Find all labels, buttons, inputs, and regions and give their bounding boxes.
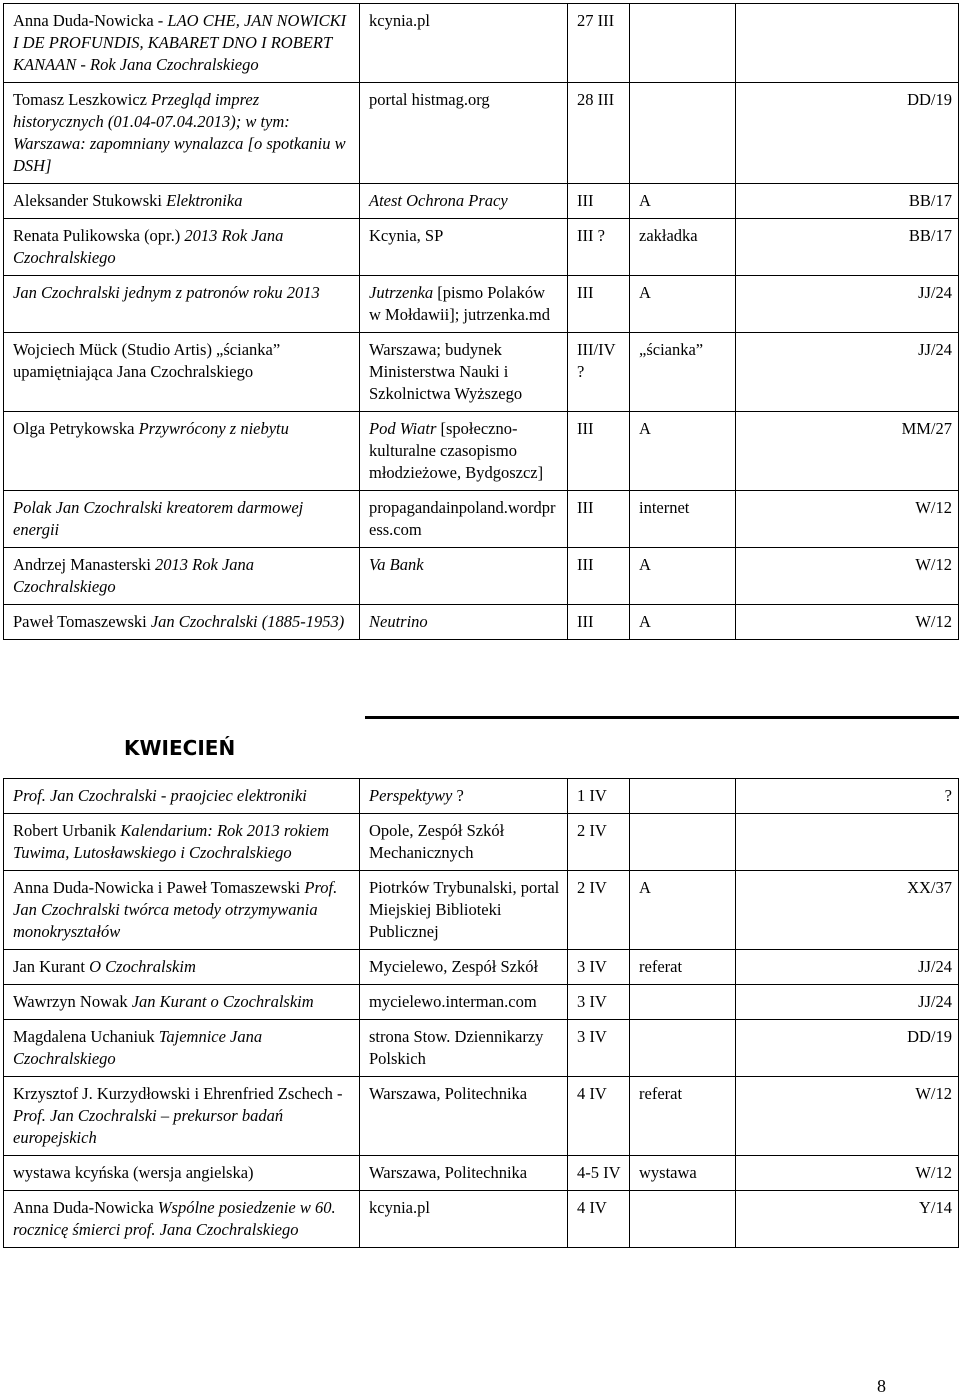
type-cell: [630, 779, 736, 814]
cell-title: O Czochralskim: [89, 957, 196, 976]
april-table: [3, 778, 959, 1248]
code-cell: MM/27: [736, 412, 959, 491]
cell-title: Przywrócony z niebytu: [138, 419, 289, 438]
cell-text: Olga Petrykowska: [13, 419, 139, 438]
date-cell: III: [568, 491, 630, 548]
author-title-cell: [4, 548, 360, 605]
cell-text: Robert Urbanik: [13, 821, 121, 840]
code-cell: BB/17: [736, 184, 959, 219]
author-title-cell: [4, 276, 360, 333]
date-cell: 4 IV: [568, 1077, 630, 1156]
author-title-cell: [4, 605, 360, 640]
cell-text: Andrzej Manasterski: [13, 555, 156, 574]
cell-text: Renata Pulikowska (opr.): [13, 226, 185, 245]
section-divider: [365, 716, 959, 719]
table-row: [4, 1156, 959, 1191]
author-title-cell: [4, 871, 360, 950]
table-row: [4, 985, 959, 1020]
type-cell: internet: [630, 491, 736, 548]
code-cell: W/12: [736, 548, 959, 605]
publication-cell: Piotrków Trybunalski, portal Miejskiej Biblioteki Publicznej: [360, 871, 568, 950]
publication-cell: [360, 548, 568, 605]
publication-cell: Kcynia, SP: [360, 219, 568, 276]
table-row: [4, 605, 959, 640]
cell-title: Perspektywy: [369, 786, 453, 805]
cell-text: Aleksander Stukowski: [13, 191, 167, 210]
code-cell: W/12: [736, 1077, 959, 1156]
author-title-cell: [4, 333, 360, 412]
cell-title: Elektronika: [166, 191, 243, 210]
date-cell: 27 III: [568, 4, 630, 83]
type-cell: [630, 814, 736, 871]
cell-text: Tomasz Leszkowicz: [13, 90, 152, 109]
type-cell: [630, 1020, 736, 1077]
cell-text: Jan Kurant: [13, 957, 90, 976]
table-row: [4, 333, 959, 412]
cell-title: Prof. Jan Czochralski - praojciec elektroniki: [13, 786, 307, 805]
author-title-cell: [4, 814, 360, 871]
type-cell: A: [630, 871, 736, 950]
type-cell: referat: [630, 950, 736, 985]
date-cell: 1 IV: [568, 779, 630, 814]
cell-text: Anna Duda-Nowicka -: [13, 11, 168, 30]
cell-title: 2013 Rok Jana Czochralskiego: [13, 555, 255, 596]
publication-cell: portal histmag.org: [360, 83, 568, 184]
type-cell: A: [630, 276, 736, 333]
date-cell: 4 IV: [568, 1191, 630, 1248]
cell-title: Neutrino: [369, 612, 428, 631]
table-row: [4, 83, 959, 184]
code-cell: BB/17: [736, 219, 959, 276]
cell-title: Tajemnice Jana Czochralskiego: [13, 1027, 263, 1068]
cell-text: [pismo Polaków w Mołdawii]; jutrzenka.md: [369, 283, 551, 324]
author-title-cell: [4, 491, 360, 548]
author-title-cell: [4, 4, 360, 83]
author-title-cell: [4, 779, 360, 814]
cell-text: [społeczno-kulturalne czasopismo młodzieżowe, Bydgoszcz]: [369, 419, 544, 482]
code-cell: ?: [736, 779, 959, 814]
table-row: [4, 276, 959, 333]
author-title-cell: [4, 1020, 360, 1077]
cell-text: Anna Duda-Nowicka i Paweł Tomaszewski: [13, 878, 305, 897]
publication-cell: [360, 412, 568, 491]
table-row: [4, 871, 959, 950]
table-row: [4, 1191, 959, 1248]
type-cell: zakładka: [630, 219, 736, 276]
table-row: [4, 4, 959, 83]
cell-title: Jan Czochralski (1885-1953): [150, 612, 345, 631]
author-title-cell: [4, 219, 360, 276]
type-cell: A: [630, 184, 736, 219]
code-cell: JJ/24: [736, 276, 959, 333]
cell-text: Paweł Tomaszewski: [13, 612, 151, 631]
type-cell: „ścianka”: [630, 333, 736, 412]
code-cell: DD/19: [736, 83, 959, 184]
cell-text: Magdalena Uchaniuk: [13, 1027, 159, 1046]
month-heading: KWIECIEŃ: [124, 736, 236, 760]
author-title-cell: [4, 985, 360, 1020]
publication-cell: propagandainpoland.wordpress.com: [360, 491, 568, 548]
cell-text: wystawa kcyńska (wersja angielska): [13, 1163, 254, 1182]
code-cell: [736, 814, 959, 871]
table-row: [4, 814, 959, 871]
author-title-cell: [4, 83, 360, 184]
date-cell: III/IV ?: [568, 333, 630, 412]
date-cell: 3 IV: [568, 985, 630, 1020]
type-cell: referat: [630, 1077, 736, 1156]
march-table: [3, 3, 959, 640]
code-cell: Y/14: [736, 1191, 959, 1248]
cell-text: Anna Duda-Nowicka: [13, 1198, 158, 1217]
code-cell: [736, 4, 959, 83]
table-row: [4, 950, 959, 985]
publication-cell: [360, 605, 568, 640]
cell-title: Pod Wiatr: [369, 419, 437, 438]
type-cell: [630, 985, 736, 1020]
type-cell: [630, 4, 736, 83]
date-cell: III: [568, 276, 630, 333]
date-cell: 3 IV: [568, 950, 630, 985]
date-cell: 28 III: [568, 83, 630, 184]
author-title-cell: [4, 184, 360, 219]
cell-title: Przegląd imprez historycznych (01.04-07.04.2013); w tym: Warszawa: zapomniany wynalazca [o spotkaniu w DSH]: [13, 90, 346, 175]
code-cell: XX/37: [736, 871, 959, 950]
date-cell: 3 IV: [568, 1020, 630, 1077]
table-row: [4, 412, 959, 491]
date-cell: III: [568, 605, 630, 640]
date-cell: III: [568, 548, 630, 605]
cell-title: 2013 Rok Jana Czochralskiego: [13, 226, 284, 267]
type-cell: A: [630, 548, 736, 605]
date-cell: 2 IV: [568, 814, 630, 871]
code-cell: W/12: [736, 605, 959, 640]
cell-title: Kalendarium: Rok 2013 rokiem Tuwima, Lutosławskiego i Czochralskiego: [13, 821, 330, 862]
page-number: 8: [877, 1376, 886, 1396]
code-cell: JJ/24: [736, 950, 959, 985]
cell-title: LAO CHE, JAN NOWICKI I DE PROFUNDIS, KABARET DNO I ROBERT KANAAN - Rok Jana Czochralskiego: [13, 11, 347, 74]
publication-cell: Warszawa, Politechnika: [360, 1156, 568, 1191]
publication-cell: [360, 276, 568, 333]
table-row: [4, 184, 959, 219]
date-cell: 4-5 IV: [568, 1156, 630, 1191]
cell-text: Krzysztof J. Kurzydłowski i Ehrenfried Zschech -: [13, 1084, 343, 1103]
publication-cell: [360, 779, 568, 814]
code-cell: DD/19: [736, 1020, 959, 1077]
cell-title: Jutrzenka: [369, 283, 434, 302]
type-cell: [630, 83, 736, 184]
code-cell: JJ/24: [736, 985, 959, 1020]
table-row: [4, 779, 959, 814]
type-cell: wystawa: [630, 1156, 736, 1191]
publication-cell: Opole, Zespół Szkół Mechanicznych: [360, 814, 568, 871]
date-cell: III: [568, 412, 630, 491]
type-cell: A: [630, 605, 736, 640]
author-title-cell: [4, 1077, 360, 1156]
publication-cell: Warszawa, Politechnika: [360, 1077, 568, 1156]
cell-title: Va Bank: [369, 555, 424, 574]
publication-cell: mycielewo.interman.com: [360, 985, 568, 1020]
cell-title: Wspólne posiedzenie w 60. rocznicę śmierci prof. Jana Czochralskiego: [13, 1198, 336, 1239]
publication-cell: Warszawa; budynek Ministerstwa Nauki i Szkolnictwa Wyższego: [360, 333, 568, 412]
date-cell: III: [568, 184, 630, 219]
cell-title: Jan Czochralski jednym z patronów roku 2013: [13, 283, 320, 302]
table-row: [4, 219, 959, 276]
cell-text: Wawrzyn Nowak: [13, 992, 132, 1011]
code-cell: W/12: [736, 1156, 959, 1191]
table-row: [4, 491, 959, 548]
type-cell: [630, 1191, 736, 1248]
date-cell: III ?: [568, 219, 630, 276]
author-title-cell: [4, 950, 360, 985]
cell-title: Polak Jan Czochralski kreatorem darmowej energii: [13, 498, 304, 539]
author-title-cell: [4, 1191, 360, 1248]
publication-cell: kcynia.pl: [360, 1191, 568, 1248]
table-row: [4, 1077, 959, 1156]
cell-text: Wojciech Mück (Studio Artis) „ścianka” upamiętniająca Jana Czochralskiego: [13, 340, 281, 381]
publication-cell: kcynia.pl: [360, 4, 568, 83]
author-title-cell: [4, 1156, 360, 1191]
march-rows: [4, 4, 959, 640]
type-cell: A: [630, 412, 736, 491]
cell-title: Jan Kurant o Czochralskim: [131, 992, 314, 1011]
cell-title: Atest Ochrona Pracy: [369, 191, 508, 210]
code-cell: JJ/24: [736, 333, 959, 412]
cell-text: ?: [452, 786, 464, 805]
table-row: [4, 1020, 959, 1077]
author-title-cell: [4, 412, 360, 491]
date-cell: 2 IV: [568, 871, 630, 950]
publication-cell: Mycielewo, Zespół Szkół: [360, 950, 568, 985]
publication-cell: strona Stow. Dziennikarzy Polskich: [360, 1020, 568, 1077]
publication-cell: [360, 184, 568, 219]
april-rows: [4, 779, 959, 1248]
table-row: [4, 548, 959, 605]
code-cell: W/12: [736, 491, 959, 548]
cell-title: Prof. Jan Czochralski – prekursor badań europejskich: [13, 1106, 284, 1147]
cell-title: Prof. Jan Czochralski twórca metody otrzymywania monokryształów: [13, 878, 338, 941]
